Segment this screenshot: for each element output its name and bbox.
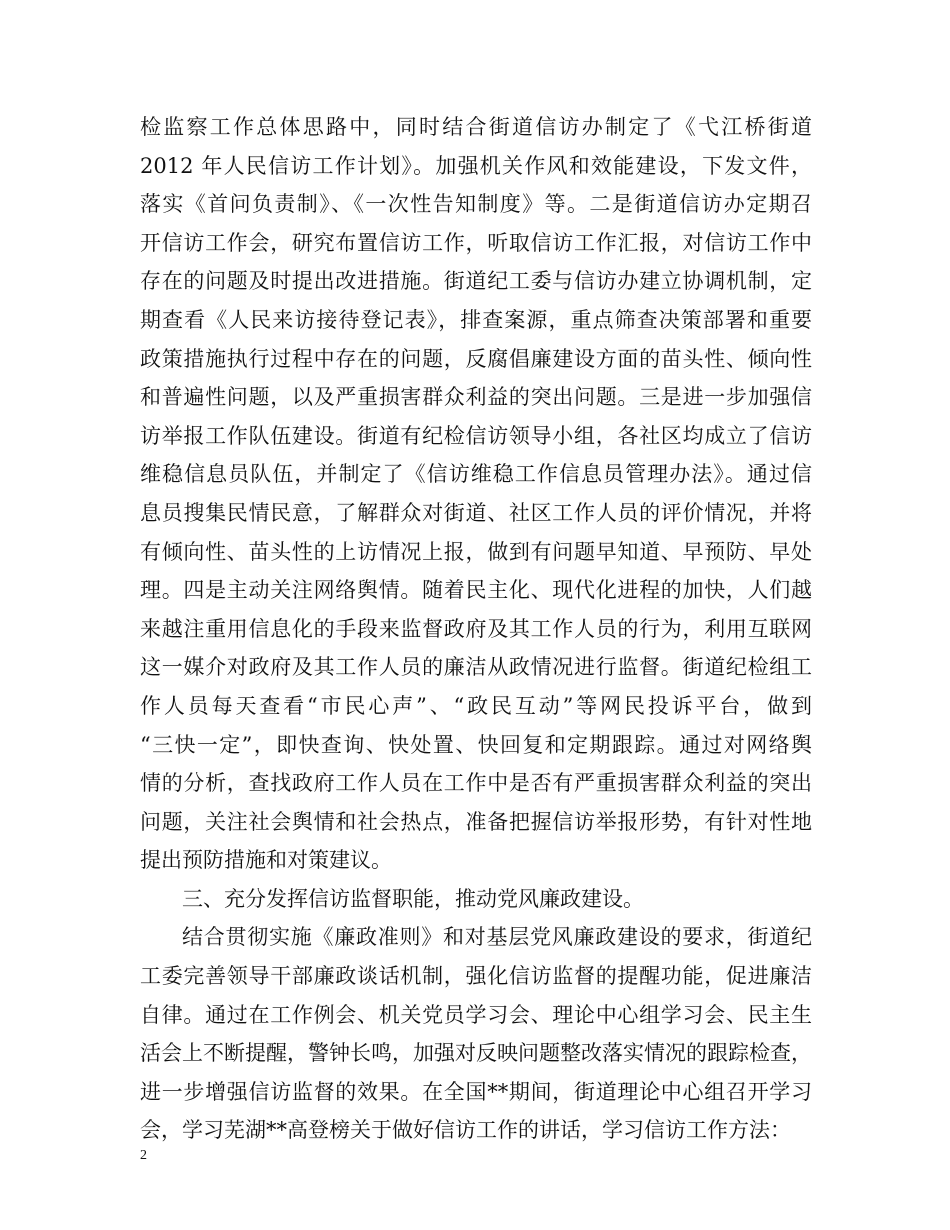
text-line: 进一步增强信访监督的效果。在全国**期间，街道理论中心组召开学习 [140, 1079, 812, 1104]
text-line: 访举报工作队伍建设。街道有纪检信访领导小组，各社区均成立了信访 [140, 423, 812, 448]
text-line: 落实《首问负责制》、《一次性告知制度》等。二是街道信访办定期召 [140, 192, 812, 217]
text-line: 检监察工作总体思路中，同时结合街道信访办制定了《弋江桥街道 [140, 115, 812, 139]
text-line: 维稳信息员队伍，并制定了《信访维稳工作信息员管理办法》。通过信 [140, 462, 812, 487]
text-line: 情的分析，查找政府工作人员在工作中是否有严重损害群众利益的突出 [140, 771, 812, 796]
text-line: 存在的问题及时提出改进措施。街道纪工委与信访办建立协调机制，定 [140, 269, 812, 294]
text-line: 这一媒介对政府及其工作人员的廉洁从政情况进行监督。街道纪检组工 [140, 655, 812, 680]
text-line: 活会上不断提醒，警钟长鸣，加强对反映问题整改落实情况的跟踪检查， [140, 1041, 812, 1066]
text-line: 和普遍性问题，以及严重损害群众利益的突出问题。三是进一步加强信 [140, 385, 812, 410]
document-body [140, 108, 812, 1150]
text-line: 来越注重用信息化的手段来监督政府及其工作人员的行为，利用互联网 [140, 616, 812, 641]
text-line: 有倾向性、苗头性的上访情况上报，做到有问题早知道、早预防、早处 [140, 539, 812, 564]
paragraph [140, 918, 812, 1150]
text-line: 自律。通过在工作例会、机关党员学习会、理论中心组学习会、民主生 [140, 1002, 812, 1027]
text-line: 期查看《人民来访接待登记表》，排查案源，重点筛查决策部署和重要 [140, 307, 812, 332]
text-line: 开信访工作会，研究布置信访工作，听取信访工作汇报，对信访工作中 [140, 230, 812, 255]
text-line: 工委完善领导干部廉政谈话机制，强化信访监督的提醒功能，促进廉洁 [140, 964, 812, 989]
page-number: 2 [140, 1148, 147, 1163]
text-line: 问题，关注社会舆情和社会热点，准备把握信访举报形势，有针对性地 [140, 809, 812, 834]
text-line: 理。四是主动关注网络舆情。随着民主化、现代化进程的加快，人们越 [140, 578, 812, 603]
paragraph [140, 108, 812, 880]
text-line: 2012 年人民信访工作计划》。加强机关作风和效能建设，下发文件， [140, 153, 812, 178]
text-line: “三快一定”，即快查询、快处置、快回复和定期跟踪。通过对网络舆 [140, 732, 812, 757]
text-line: 提出预防措施和对策建议。 [140, 848, 392, 873]
paragraph [140, 880, 812, 919]
text-line: 作人员每天查看“市民心声”、“政民互动”等网民投诉平台，做到 [140, 693, 812, 718]
text-line: 结合贯彻实施《廉政准则》和对基层党风廉政建设的要求，街道纪 [182, 925, 812, 950]
text-line: 三、充分发挥信访监督职能，推动党风廉政建设。 [182, 886, 644, 911]
text-line: 政策措施执行过程中存在的问题，反腐倡廉建设方面的苗头性、倾向性 [140, 346, 812, 371]
text-line: 会，学习芜湖**高登榜关于做好信访工作的讲话，学习信访工作方法： [140, 1118, 791, 1143]
text-line: 息员搜集民情民意，了解群众对街道、社区工作人员的评价情况，并将 [140, 500, 812, 525]
